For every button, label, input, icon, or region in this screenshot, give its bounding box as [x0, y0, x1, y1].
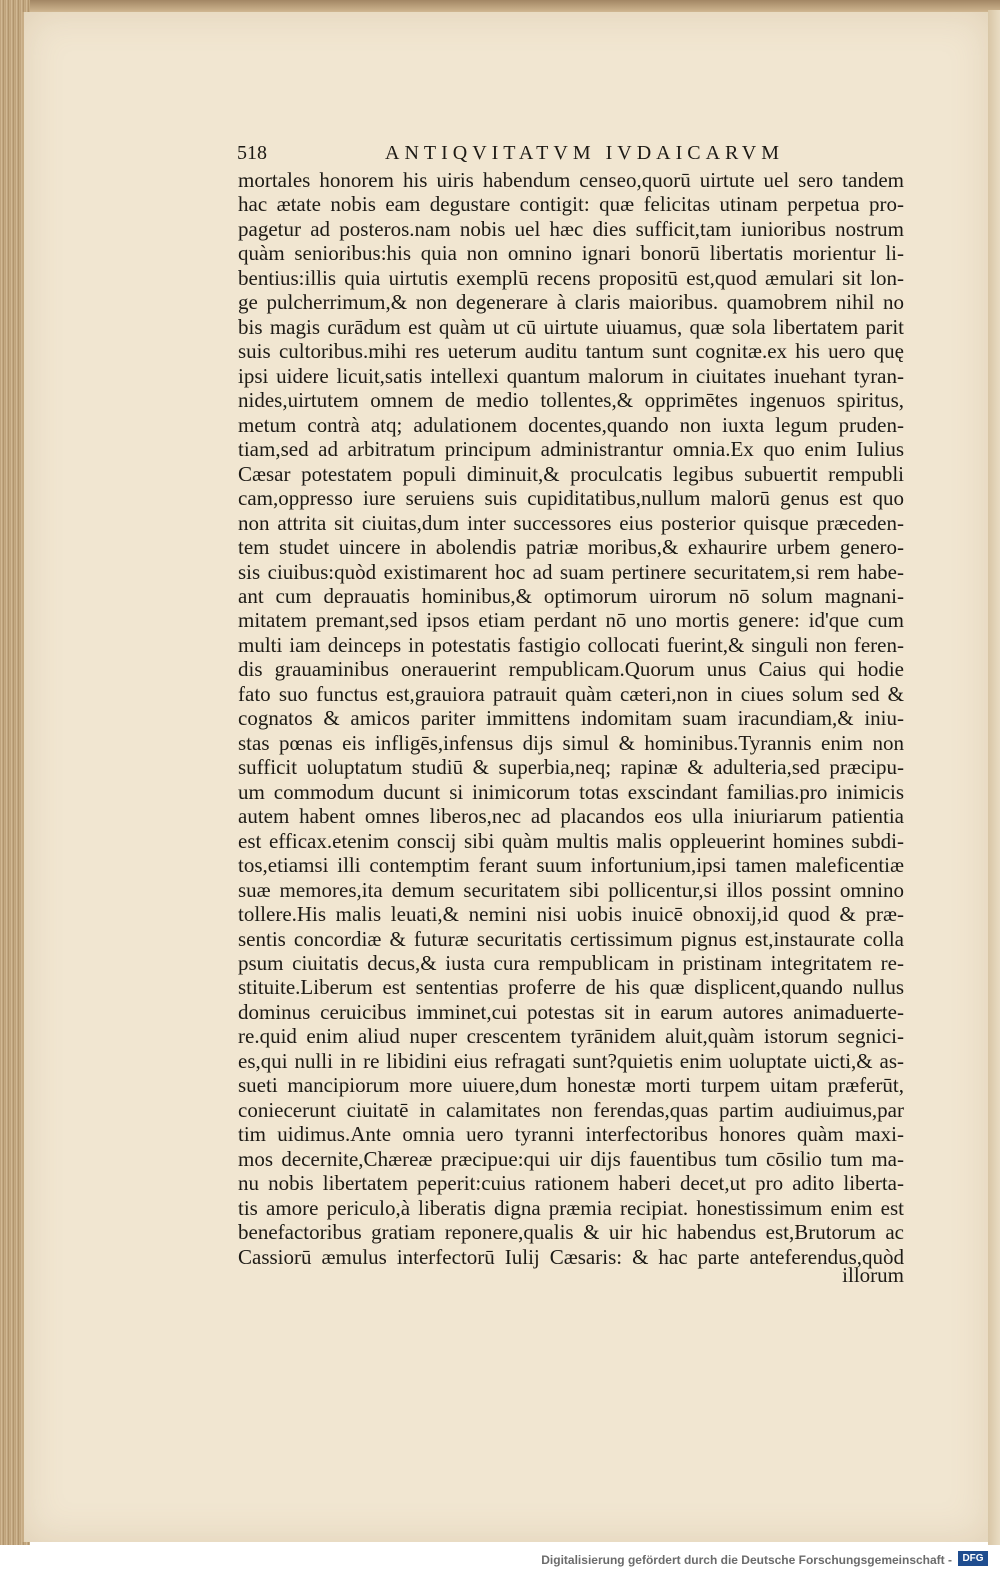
text-line: ant cum deprauatis hominibus,& optimorum uirorum nō solum magnani-	[238, 583, 904, 608]
text-line: coniecerunt ciuitatē in calamitates non ferendas,quas partim audiuimus,par	[238, 1097, 904, 1122]
running-head	[237, 142, 902, 168]
text-line: sufficit uoluptatum studiū & superbia,neq; rapinæ & adulteria,sed præcipu-	[238, 755, 904, 780]
text-line: mortales honorem his uiris habendum censeo,quorū uirtute uel sero tandem	[238, 168, 904, 192]
text-line: sis ciuibus:quòd existimarent hoc ad suam pertinere securitatem,si rem habe-	[238, 559, 904, 584]
text-line: mos decernite,Chæreæ præcipue:qui uir dijs fauentibus tum cōsilio tum ma-	[238, 1146, 904, 1171]
text-line: ipsi uidere licuit,satis intellexi quantum malorum in ciuitates inuehant tyran-	[238, 363, 904, 388]
text-line: dominus ceruicibus imminet,cui potestas sit in earum autores animaduerte-	[238, 999, 904, 1024]
text-line: tiam,sed ad arbitratum principum administrantur omnia.Ex quo enim Iulius	[238, 437, 904, 462]
text-line: tem studet uincere in abolendis patriæ moribus,& exhaurire urbem genero-	[238, 535, 904, 560]
page-right-margin	[988, 10, 1000, 1545]
dfg-logo: DFG	[958, 1551, 988, 1566]
body-text	[238, 168, 904, 1269]
text-line: tos,etiamsi illi contemptim ferant suum infortunium,ipsi tamen maleficentiæ	[238, 853, 904, 878]
catchword: illorum	[842, 1263, 904, 1287]
text-line: fato suo functus est,grauiora patrauit quàm cæteri,non in ciues solum sed &	[238, 681, 904, 706]
text-line: stas pœnas eis infligēs,infensus dijs simul & hominibus.Tyrannis enim non	[238, 730, 904, 755]
text-line: um commodum ducunt si inimicorum totas exscindant familias.pro inimicis	[238, 779, 904, 804]
page-number: 518	[237, 142, 267, 164]
text-line: tollere.His malis leuati,& nemini nisi uobis inuicē obnoxij,id quod & præ-	[238, 902, 904, 927]
text-line: benefactoribus gratiam reponere,qualis & uir hic habendus est,Brutorum ac	[238, 1220, 904, 1245]
text-line: bentius:illis quia uirtutis exemplū recens propositū est,quod æmulari sit lon-	[238, 265, 904, 290]
text-line: non attrita sit ciuitas,dum inter successores eius posterior quisque præceden-	[238, 510, 904, 535]
text-line: pagetur ad posteros.nam nobis uel hæc dies sufficit,tam iunioribus nostrum	[238, 216, 904, 241]
text-line: multi iam deinceps in potestatis fastigio collocati fuerint,& singuli non feren-	[238, 632, 904, 657]
text-line: suæ memores,ita demum securitatem sibi pollicentur,si illos possint omnino	[238, 877, 904, 902]
running-title: ANTIQVITATVM IVDAICARVM	[385, 142, 784, 164]
text-line: stituite.Liberum est sententias proferre de his quæ displicent,quando nullus	[238, 975, 904, 1000]
text-line: ge pulcherrimum,& non degenerare à claris maioribus. quamobrem nihil no	[238, 290, 904, 315]
text-line: nides,uirtutem omnem de medio tollentes,& opprimētes ingenuos spiritus,	[238, 388, 904, 413]
text-line: es,qui nulli in re libidini eius refragati sunt?quietis enim uoluptate uicti,& as-	[238, 1048, 904, 1073]
text-line: metum contrà atq; adulationem docentes,quando non iuxta legum pruden-	[238, 412, 904, 437]
text-line: Cæsar potestatem populi diminuit,& proculcatis legibus subuertit rempubli	[238, 461, 904, 486]
text-line: psum ciuitatis decus,& iusta cura rempublicam in pristinam integritatem re-	[238, 951, 904, 975]
text-line: re.quid enim aliud nuper crescentem tyrānidem aluit,quàm istorum segnici-	[238, 1024, 904, 1049]
text-line: est efficax.etenim conscij sibi quàm multis malis oppleuerint homines subdi-	[238, 828, 904, 853]
text-line: dis grauaminibus onerauerint rempublicam.Quorum unus Caius qui hodie	[238, 657, 904, 682]
text-line: Cassiorū æmulus interfectorū Iulij Cæsaris: & hac parte anteferendus,quòd	[238, 1244, 904, 1269]
text-line: nu nobis libertatem peperit:cuius rationem haberi decet,ut pro adito liberta-	[238, 1171, 904, 1196]
text-line: mitatem premant,sed ipsos etiam perdant nō uno mortis genere: id'que cum	[238, 608, 904, 633]
text-line: tim uidimus.Ante omnia uero tyranni interfectoribus honores quàm maxi-	[238, 1122, 904, 1147]
text-line: suis cultoribus.mihi res ueterum auditu tantum sunt cognitæ.ex his uero quę	[238, 339, 904, 364]
text-line: cognatos & amicos pariter immittens indomitam suam iracundiam,& iniu-	[238, 706, 904, 731]
text-line: tis amore periculo,à liberatis digna præmia recipiat. honestissimum enim est	[238, 1195, 904, 1220]
text-line: hac ætate nobis eam degustare contigit: quæ felicitas utinam perpetua pro-	[238, 192, 904, 217]
text-line: autem habent omnes liberos,nec ad placandos eos ulla iniuriarum patientia	[238, 804, 904, 829]
digitization-credit: Digitalisierung gefördert durch die Deutsche Forschungsgemeinschaft -	[541, 1553, 952, 1567]
text-line: sueti mancipiorum more uiuere,dum honestæ morti turpem uitam præferūt,	[238, 1073, 904, 1098]
text-line: cam,oppresso iure seruiens suis cupiditatibus,nullum malorū genus est quo	[238, 486, 904, 511]
text-line: bis magis curādum est quàm ut cū uirtute uiuamus, quæ sola libertatem parit	[238, 314, 904, 339]
text-line: sentis concordiæ & futuræ securitatis certissimum pignus est,instaurate colla	[238, 926, 904, 951]
text-line: quàm senioribus:his quia non omnino ignari bonorū libertatis morientur li-	[238, 241, 904, 266]
